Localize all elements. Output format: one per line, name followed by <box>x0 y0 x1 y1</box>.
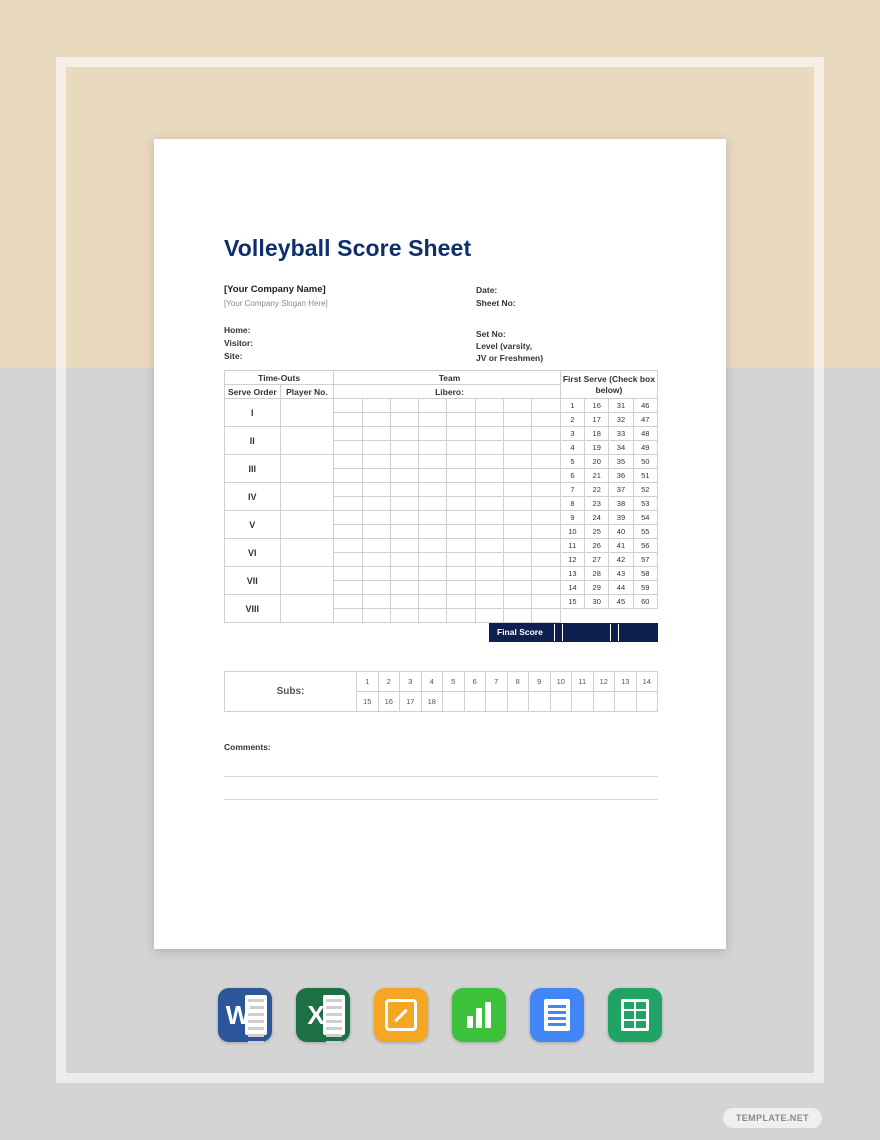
score-cell[interactable] <box>419 427 447 441</box>
score-cell[interactable] <box>475 483 503 497</box>
header-libero: Libero: <box>334 385 561 399</box>
first-serve-number[interactable]: 25 <box>585 525 609 539</box>
score-cell[interactable] <box>504 609 532 623</box>
subs-cell[interactable]: 3 <box>400 672 422 692</box>
score-cell[interactable] <box>390 399 418 413</box>
score-cell[interactable] <box>532 413 560 427</box>
field-date: Date: <box>476 285 498 295</box>
comments-label: Comments: <box>224 742 271 752</box>
first-serve-number[interactable]: 32 <box>609 413 633 427</box>
score-cell[interactable] <box>504 497 532 511</box>
score-cell[interactable] <box>419 581 447 595</box>
spacer-cell <box>609 609 633 623</box>
first-serve-number[interactable]: 16 <box>585 399 609 413</box>
subs-cell[interactable]: 9 <box>529 672 551 692</box>
score-cell[interactable] <box>419 497 447 511</box>
subs-cell[interactable] <box>572 692 594 712</box>
subs-cell[interactable]: 2 <box>378 672 400 692</box>
subs-cell[interactable] <box>550 692 572 712</box>
score-cell[interactable] <box>475 581 503 595</box>
score-cell[interactable] <box>447 469 475 483</box>
company-slogan: [Your Company Slogan Here] <box>224 299 328 308</box>
first-serve-number[interactable]: 57 <box>633 553 657 567</box>
subs-section <box>224 671 658 712</box>
final-score-divider <box>610 624 611 641</box>
first-serve-number[interactable]: 45 <box>609 595 633 609</box>
score-cell[interactable] <box>504 413 532 427</box>
score-cell[interactable] <box>362 567 390 581</box>
header-first-serve: First Serve (Check box below) <box>560 371 657 399</box>
subs-cell[interactable] <box>529 692 551 712</box>
first-serve-number[interactable]: 26 <box>585 539 609 553</box>
score-cell[interactable] <box>334 427 362 441</box>
first-serve-number[interactable]: 58 <box>633 567 657 581</box>
subs-cell[interactable]: 16 <box>378 692 400 712</box>
score-cell[interactable] <box>362 553 390 567</box>
player-no-cell[interactable] <box>280 511 334 539</box>
score-cell[interactable] <box>475 469 503 483</box>
score-cell[interactable] <box>447 399 475 413</box>
first-serve-number[interactable]: 3 <box>560 427 584 441</box>
score-cell[interactable] <box>390 553 418 567</box>
score-cell[interactable] <box>362 483 390 497</box>
first-serve-number[interactable]: 5 <box>560 455 584 469</box>
score-cell[interactable] <box>362 595 390 609</box>
score-cell[interactable] <box>362 525 390 539</box>
player-no-cell[interactable] <box>280 455 334 483</box>
score-cell[interactable] <box>390 427 418 441</box>
score-cell[interactable] <box>419 441 447 455</box>
score-cell[interactable] <box>390 413 418 427</box>
score-cell[interactable] <box>419 525 447 539</box>
first-serve-number[interactable]: 43 <box>609 567 633 581</box>
serve-order-cell: I <box>225 399 281 427</box>
first-serve-number[interactable]: 8 <box>560 497 584 511</box>
serve-order-cell: V <box>225 511 281 539</box>
score-cell[interactable] <box>504 469 532 483</box>
serve-order-cell: VII <box>225 567 281 595</box>
company-name: [Your Company Name] <box>224 284 326 295</box>
score-cell[interactable] <box>334 455 362 469</box>
first-serve-number[interactable]: 20 <box>585 455 609 469</box>
score-cell[interactable] <box>504 539 532 553</box>
score-cell[interactable] <box>447 581 475 595</box>
first-serve-number[interactable]: 40 <box>609 525 633 539</box>
score-cell[interactable] <box>504 441 532 455</box>
microsoft-excel-icon[interactable] <box>296 988 350 1042</box>
score-cell[interactable] <box>419 595 447 609</box>
score-cell[interactable] <box>390 511 418 525</box>
first-serve-number[interactable]: 52 <box>633 483 657 497</box>
score-cell[interactable] <box>419 483 447 497</box>
score-cell[interactable] <box>390 581 418 595</box>
subs-cell[interactable]: 1 <box>357 672 379 692</box>
first-serve-number[interactable]: 38 <box>609 497 633 511</box>
score-cell[interactable] <box>504 595 532 609</box>
score-cell[interactable] <box>419 399 447 413</box>
first-serve-number[interactable]: 30 <box>585 595 609 609</box>
score-cell[interactable] <box>419 539 447 553</box>
score-cell[interactable] <box>334 553 362 567</box>
score-cell[interactable] <box>532 539 560 553</box>
spacer-cell <box>585 609 609 623</box>
first-serve-number[interactable]: 28 <box>585 567 609 581</box>
score-cell[interactable] <box>362 511 390 525</box>
meta-left-fields <box>224 324 658 363</box>
score-cell[interactable] <box>419 609 447 623</box>
score-cell[interactable] <box>504 399 532 413</box>
header-player-no: Player No. <box>280 385 334 399</box>
score-cell[interactable] <box>362 609 390 623</box>
field-site: Site: <box>224 351 243 361</box>
score-cell[interactable] <box>532 609 560 623</box>
subs-cell[interactable]: 12 <box>593 672 615 692</box>
serve-order-cell: III <box>225 455 281 483</box>
first-serve-number[interactable]: 49 <box>633 441 657 455</box>
spacer-cell <box>560 609 584 623</box>
first-serve-number[interactable]: 13 <box>560 567 584 581</box>
subs-cell[interactable]: 17 <box>400 692 422 712</box>
score-cell[interactable] <box>447 483 475 497</box>
subs-table <box>224 671 658 712</box>
score-cell[interactable] <box>475 497 503 511</box>
first-serve-number[interactable]: 24 <box>585 511 609 525</box>
first-serve-number[interactable]: 48 <box>633 427 657 441</box>
first-serve-number[interactable]: 7 <box>560 483 584 497</box>
header-serve-order: Serve Order <box>225 385 281 399</box>
apple-pages-icon[interactable] <box>374 988 428 1042</box>
score-cell[interactable] <box>447 455 475 469</box>
first-serve-number[interactable]: 59 <box>633 581 657 595</box>
score-cell[interactable] <box>390 497 418 511</box>
spreadsheet-grid-icon <box>621 999 649 1031</box>
first-serve-number[interactable]: 29 <box>585 581 609 595</box>
score-cell[interactable] <box>390 609 418 623</box>
microsoft-word-icon[interactable] <box>218 988 272 1042</box>
field-level-2: JV or Freshmen) <box>476 353 544 363</box>
score-cell[interactable] <box>475 567 503 581</box>
first-serve-number[interactable]: 18 <box>585 427 609 441</box>
first-serve-number[interactable]: 44 <box>609 581 633 595</box>
player-no-cell[interactable] <box>280 595 334 623</box>
pencil-icon <box>385 999 417 1031</box>
subs-cell[interactable]: 6 <box>464 672 486 692</box>
first-serve-number[interactable]: 34 <box>609 441 633 455</box>
score-cell[interactable] <box>475 539 503 553</box>
first-serve-number[interactable]: 51 <box>633 469 657 483</box>
first-serve-number[interactable]: 50 <box>633 455 657 469</box>
first-serve-number[interactable]: 10 <box>560 525 584 539</box>
first-serve-number[interactable]: 47 <box>633 413 657 427</box>
first-serve-number[interactable]: 53 <box>633 497 657 511</box>
serve-order-cell: VIII <box>225 595 281 623</box>
score-cell[interactable] <box>532 483 560 497</box>
score-cell[interactable] <box>504 581 532 595</box>
first-serve-number[interactable]: 12 <box>560 553 584 567</box>
first-serve-number[interactable]: 55 <box>633 525 657 539</box>
score-cell[interactable] <box>475 595 503 609</box>
score-cell[interactable] <box>447 539 475 553</box>
score-cell[interactable] <box>334 609 362 623</box>
field-sheet-no: Sheet No: <box>476 298 516 308</box>
first-serve-number[interactable]: 27 <box>585 553 609 567</box>
score-cell[interactable] <box>504 553 532 567</box>
score-cell[interactable] <box>390 483 418 497</box>
player-no-cell[interactable] <box>280 483 334 511</box>
serve-order-cell: II <box>225 427 281 455</box>
first-serve-number[interactable]: 37 <box>609 483 633 497</box>
first-serve-number[interactable]: 21 <box>585 469 609 483</box>
first-serve-number[interactable]: 56 <box>633 539 657 553</box>
score-cell[interactable] <box>419 455 447 469</box>
score-cell[interactable] <box>334 497 362 511</box>
score-cell[interactable] <box>475 525 503 539</box>
subs-cell[interactable]: 8 <box>507 672 529 692</box>
score-cell[interactable] <box>362 539 390 553</box>
first-serve-number[interactable]: 42 <box>609 553 633 567</box>
score-cell[interactable] <box>390 525 418 539</box>
score-cell[interactable] <box>532 595 560 609</box>
first-serve-number[interactable]: 6 <box>560 469 584 483</box>
watermark-badge: TEMPLATE.NET <box>723 1108 822 1128</box>
score-cell[interactable] <box>532 567 560 581</box>
score-cell[interactable] <box>475 413 503 427</box>
score-cell[interactable] <box>475 455 503 469</box>
score-cell[interactable] <box>419 413 447 427</box>
player-no-cell[interactable] <box>280 567 334 595</box>
score-cell[interactable] <box>334 525 362 539</box>
score-cell[interactable] <box>475 609 503 623</box>
first-serve-number[interactable]: 33 <box>609 427 633 441</box>
document-meta <box>224 284 658 370</box>
score-cell[interactable] <box>334 581 362 595</box>
first-serve-number[interactable]: 19 <box>585 441 609 455</box>
subs-cell[interactable]: 14 <box>636 672 658 692</box>
final-score-divider <box>618 624 619 641</box>
word-letter: W <box>225 999 251 1030</box>
field-level-1: Level (varsity, <box>476 341 533 351</box>
document-lines-icon <box>544 999 570 1031</box>
score-cell[interactable] <box>419 553 447 567</box>
first-serve-number[interactable]: 15 <box>560 595 584 609</box>
score-cell[interactable] <box>390 469 418 483</box>
score-cell[interactable] <box>447 427 475 441</box>
score-cell[interactable] <box>334 469 362 483</box>
score-cell[interactable] <box>362 441 390 455</box>
google-sheets-icon[interactable] <box>608 988 662 1042</box>
google-docs-icon[interactable] <box>530 988 584 1042</box>
score-cell[interactable] <box>362 581 390 595</box>
score-cell[interactable] <box>532 441 560 455</box>
first-serve-number[interactable]: 4 <box>560 441 584 455</box>
score-cell[interactable] <box>334 441 362 455</box>
first-serve-number[interactable]: 35 <box>609 455 633 469</box>
first-serve-number[interactable]: 39 <box>609 511 633 525</box>
serve-order-cell: IV <box>225 483 281 511</box>
first-serve-number[interactable]: 54 <box>633 511 657 525</box>
final-score-label: Final Score <box>497 627 543 637</box>
score-cell[interactable] <box>532 399 560 413</box>
score-cell[interactable] <box>532 525 560 539</box>
field-visitor: Visitor: <box>224 338 254 348</box>
player-no-cell[interactable] <box>280 399 334 427</box>
first-serve-number[interactable]: 22 <box>585 483 609 497</box>
serve-order-cell: VI <box>225 539 281 567</box>
score-cell[interactable] <box>390 455 418 469</box>
excel-sheet-glyph <box>323 995 345 1035</box>
score-table <box>224 370 658 623</box>
score-cell[interactable] <box>532 581 560 595</box>
score-cell[interactable] <box>390 539 418 553</box>
subs-cell[interactable]: 11 <box>572 672 594 692</box>
score-cell[interactable] <box>504 427 532 441</box>
score-cell[interactable] <box>475 553 503 567</box>
score-cell[interactable] <box>532 497 560 511</box>
subs-cell[interactable]: 10 <box>550 672 572 692</box>
score-cell[interactable] <box>532 511 560 525</box>
score-cell[interactable] <box>390 567 418 581</box>
field-set-no: Set No: <box>476 329 506 339</box>
subs-cell[interactable]: 4 <box>421 672 443 692</box>
spacer-cell <box>633 609 657 623</box>
bar-chart-icon <box>467 1002 491 1028</box>
subs-cell[interactable] <box>464 692 486 712</box>
score-cell[interactable] <box>504 567 532 581</box>
first-serve-number[interactable]: 14 <box>560 581 584 595</box>
score-cell[interactable] <box>390 595 418 609</box>
score-cell[interactable] <box>447 609 475 623</box>
first-serve-number[interactable]: 2 <box>560 413 584 427</box>
score-cell[interactable] <box>532 455 560 469</box>
first-serve-number[interactable]: 11 <box>560 539 584 553</box>
first-serve-number[interactable]: 36 <box>609 469 633 483</box>
score-cell[interactable] <box>447 497 475 511</box>
subs-cell[interactable] <box>486 692 508 712</box>
score-cell[interactable] <box>419 469 447 483</box>
score-cell[interactable] <box>447 595 475 609</box>
score-cell[interactable] <box>362 497 390 511</box>
first-serve-number[interactable]: 60 <box>633 595 657 609</box>
score-cell[interactable] <box>334 595 362 609</box>
score-cell[interactable] <box>362 469 390 483</box>
page-title: Volleyball Score Sheet <box>224 235 472 261</box>
score-cell[interactable] <box>362 413 390 427</box>
score-cell[interactable] <box>362 399 390 413</box>
final-score-divider <box>554 624 555 641</box>
subs-label: Subs: <box>225 672 357 712</box>
score-cell[interactable] <box>334 399 362 413</box>
score-cell[interactable] <box>447 553 475 567</box>
comments-line-1 <box>224 776 658 777</box>
score-cell[interactable] <box>334 413 362 427</box>
score-cell[interactable] <box>532 427 560 441</box>
score-cell[interactable] <box>334 511 362 525</box>
file-format-icons <box>154 988 726 1048</box>
score-cell[interactable] <box>362 427 390 441</box>
score-cell[interactable] <box>419 567 447 581</box>
score-cell[interactable] <box>475 511 503 525</box>
score-cell[interactable] <box>334 567 362 581</box>
first-serve-number[interactable]: 1 <box>560 399 584 413</box>
subs-cell[interactable]: 18 <box>421 692 443 712</box>
first-serve-number[interactable]: 17 <box>585 413 609 427</box>
score-cell[interactable] <box>475 399 503 413</box>
comments-line-2 <box>224 799 658 800</box>
apple-numbers-icon[interactable] <box>452 988 506 1042</box>
score-cell[interactable] <box>504 455 532 469</box>
score-cell[interactable] <box>362 455 390 469</box>
header-time-outs: Time-Outs <box>225 371 334 385</box>
document-page <box>154 139 726 949</box>
first-serve-number[interactable]: 46 <box>633 399 657 413</box>
score-cell[interactable] <box>475 427 503 441</box>
first-serve-number[interactable]: 23 <box>585 497 609 511</box>
subs-cell[interactable] <box>636 692 658 712</box>
first-serve-number[interactable]: 31 <box>609 399 633 413</box>
player-no-cell[interactable] <box>280 539 334 567</box>
first-serve-number[interactable]: 9 <box>560 511 584 525</box>
score-cell[interactable] <box>447 525 475 539</box>
score-cell[interactable] <box>334 539 362 553</box>
header-team: Team <box>334 371 561 385</box>
field-home: Home: <box>224 325 251 335</box>
score-cell[interactable] <box>447 511 475 525</box>
score-cell[interactable] <box>447 567 475 581</box>
score-cell[interactable] <box>475 441 503 455</box>
score-cell[interactable] <box>504 511 532 525</box>
player-no-cell[interactable] <box>280 427 334 455</box>
subs-cell[interactable] <box>507 692 529 712</box>
score-cell[interactable] <box>504 525 532 539</box>
score-cell[interactable] <box>532 469 560 483</box>
first-serve-number[interactable]: 41 <box>609 539 633 553</box>
score-cell[interactable] <box>334 483 362 497</box>
score-cell[interactable] <box>447 413 475 427</box>
score-cell[interactable] <box>504 483 532 497</box>
excel-letter: X <box>307 999 325 1030</box>
score-cell[interactable] <box>532 553 560 567</box>
document-content <box>224 235 658 800</box>
final-score-row <box>224 623 658 643</box>
subs-cell[interactable]: 7 <box>486 672 508 692</box>
final-score-divider <box>562 624 563 641</box>
meta-right-fields <box>476 284 543 364</box>
score-cell[interactable] <box>447 441 475 455</box>
subs-cell[interactable]: 5 <box>443 672 465 692</box>
score-cell[interactable] <box>419 511 447 525</box>
subs-cell[interactable]: 13 <box>615 672 637 692</box>
score-cell[interactable] <box>390 441 418 455</box>
subs-cell[interactable] <box>615 692 637 712</box>
subs-cell[interactable] <box>593 692 615 712</box>
subs-cell[interactable]: 15 <box>357 692 379 712</box>
subs-cell[interactable] <box>443 692 465 712</box>
